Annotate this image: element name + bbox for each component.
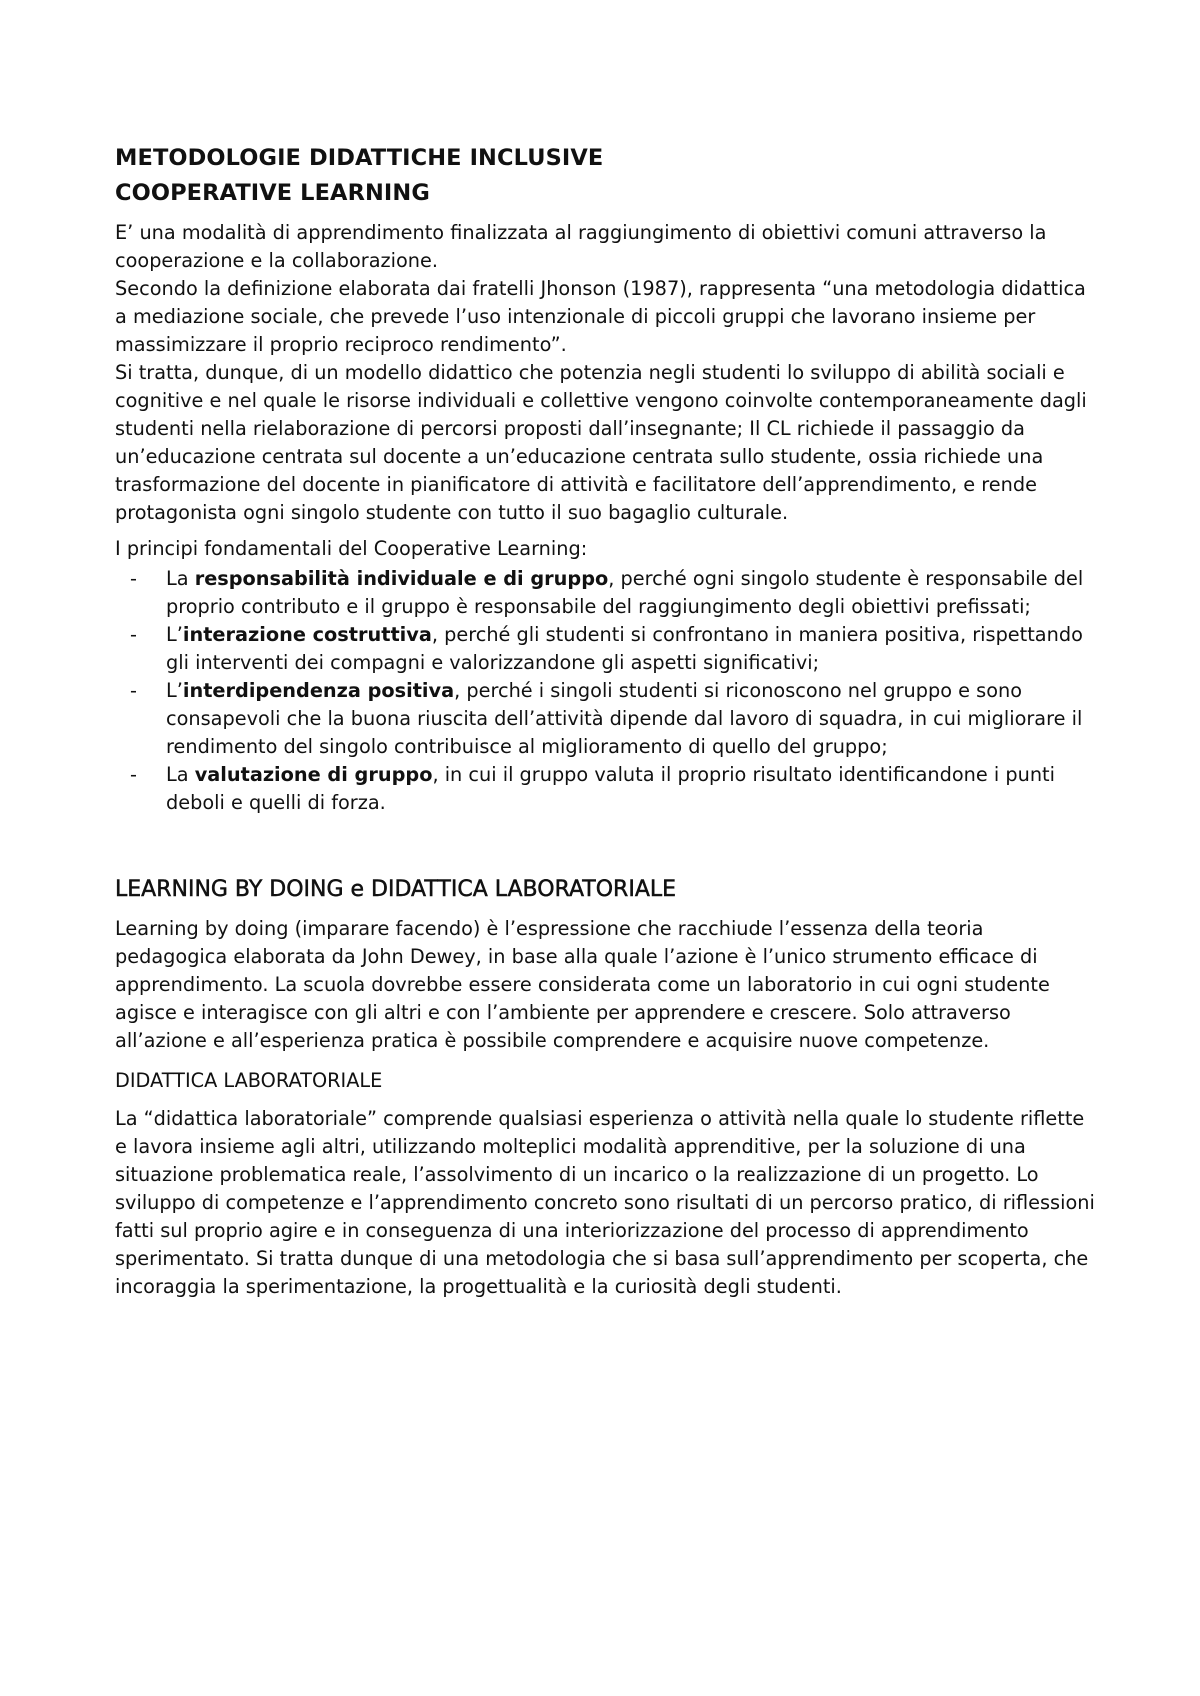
- principles-intro: I principi fondamentali del Cooperative Learning:: [115, 537, 588, 560]
- learning-by-doing-paragraph: Learning by doing (imparare facendo) è l’espressione che racchiude l’essenza della teoria pedagogica elaborata da John Dewey, in base alla quale l’azione è l’unico strumento efficace di apprendimento. La scuola dovrebbe essere considerata come un laboratorio in cui ogni studente agisce e interagisce con gli altri e con l’ambiente per apprendere e crescere. Solo attraverso all’azione e all’esperienza pratica è possibile comprendere e acquisire nuove competenze.: [115, 917, 1050, 1052]
- item-text: , perché gli studenti si confrontano in maniera positiva, rispettando gli interventi dei compagni e valorizzandone gli aspetti significativi;: [166, 623, 1083, 674]
- list-item: [115, 621, 1100, 677]
- title-line-2: COOPERATIVE LEARNING: [115, 180, 430, 206]
- item-prefix: La: [166, 763, 195, 786]
- subsection-heading: DIDATTICA LABORATORIALE: [115, 1069, 383, 1092]
- bullet-dash: -: [130, 567, 137, 590]
- item-keyword: valutazione di gruppo: [194, 763, 433, 786]
- item-keyword: interdipendenza positiva: [182, 679, 455, 702]
- johnson-definition-text: Secondo la definizione elaborata dai fratelli Jhonson (1987), rappresenta “una metodologia didattica a mediazione sociale, che prevede l’uso intenzionale di piccoli gruppi che lavorano insieme per massimizzare il proprio reciproco rendimento”.: [115, 277, 1086, 356]
- laboratory-teaching-paragraph: La “didattica laboratoriale” comprende qualsiasi esperienza o attività nella quale lo studente riflette e lavora insieme agli altri, utilizzando molteplici modalità apprenditive, per la soluzione di una situazione problematica reale, l’assolvimento di un incarico o la realizzazione di un progetto. Lo sviluppo di competenze e l’apprendimento concreto sono risultati di un percorso pratico, di riflessioni fatti sul proprio agire e in conseguenza di una interiorizzazione del processo di apprendimento sperimentato. Si tratta dunque di una metodologia che si basa sull’apprendimento per scoperta, che incoraggia la sperimentazione, la progettualità e la curiosità degli studenti.: [115, 1107, 1095, 1298]
- item-prefix: L’: [166, 623, 183, 646]
- document-page: [115, 141, 1100, 1301]
- title-line-1: METODOLOGIE DIDATTICHE INCLUSIVE: [115, 145, 604, 171]
- model-description-text: Si tratta, dunque, di un modello didattico che potenzia negli studenti lo sviluppo di abilità sociali e cognitive e nel quale le risorse individuali e collettive vengono coinvolte contemporaneamente dagli studenti nella rielaborazione di percorsi proposti dall’insegnante; Il CL richiede il passaggio da un’educazione centrata sul docente a un’educazione centrata sullo studente, ossia richiede una trasformazione del docente in pianificatore di attività e facilitatore dell’apprendimento, e rende protagonista ogni singolo studente con tutto il suo bagaglio culturale.: [115, 361, 1087, 524]
- item-keyword: interazione costruttiva: [182, 623, 432, 646]
- section-heading: LEARNING BY DOING e DIDATTICA LABORATORIALE: [115, 877, 677, 902]
- item-prefix: L’: [166, 679, 183, 702]
- item-text: , in cui il gruppo valuta il proprio risultato identificandone i punti deboli e quelli di forza.: [166, 763, 1055, 814]
- paragraph: [115, 219, 1100, 527]
- item-keyword: responsabilità individuale e di gruppo: [194, 567, 609, 590]
- definition-text: E’ una modalità di apprendimento finalizzata al raggiungimento di obiettivi comuni attraverso la cooperazione e la collaborazione.: [115, 221, 1047, 272]
- section-title: [115, 141, 1100, 211]
- item-text: , perché ogni singolo studente è responsabile del proprio contributo e il gruppo è responsabile del raggiungimento degli obiettivi prefissati;: [166, 567, 1084, 618]
- principles-list: [115, 565, 1100, 817]
- list-item: [115, 761, 1100, 817]
- list-item: [115, 677, 1100, 761]
- list-item: [115, 565, 1100, 621]
- bullet-dash: -: [130, 763, 137, 786]
- bullet-dash: -: [130, 623, 137, 646]
- item-prefix: La: [166, 567, 195, 590]
- bullet-dash: -: [130, 679, 137, 702]
- item-text: , perché i singoli studenti si riconoscono nel gruppo e sono consapevoli che la buona riuscita dell’attività dipende dal lavoro di squadra, in cui migliorare il rendimento del singolo contribuisce al miglioramento di quello del gruppo;: [166, 679, 1083, 758]
